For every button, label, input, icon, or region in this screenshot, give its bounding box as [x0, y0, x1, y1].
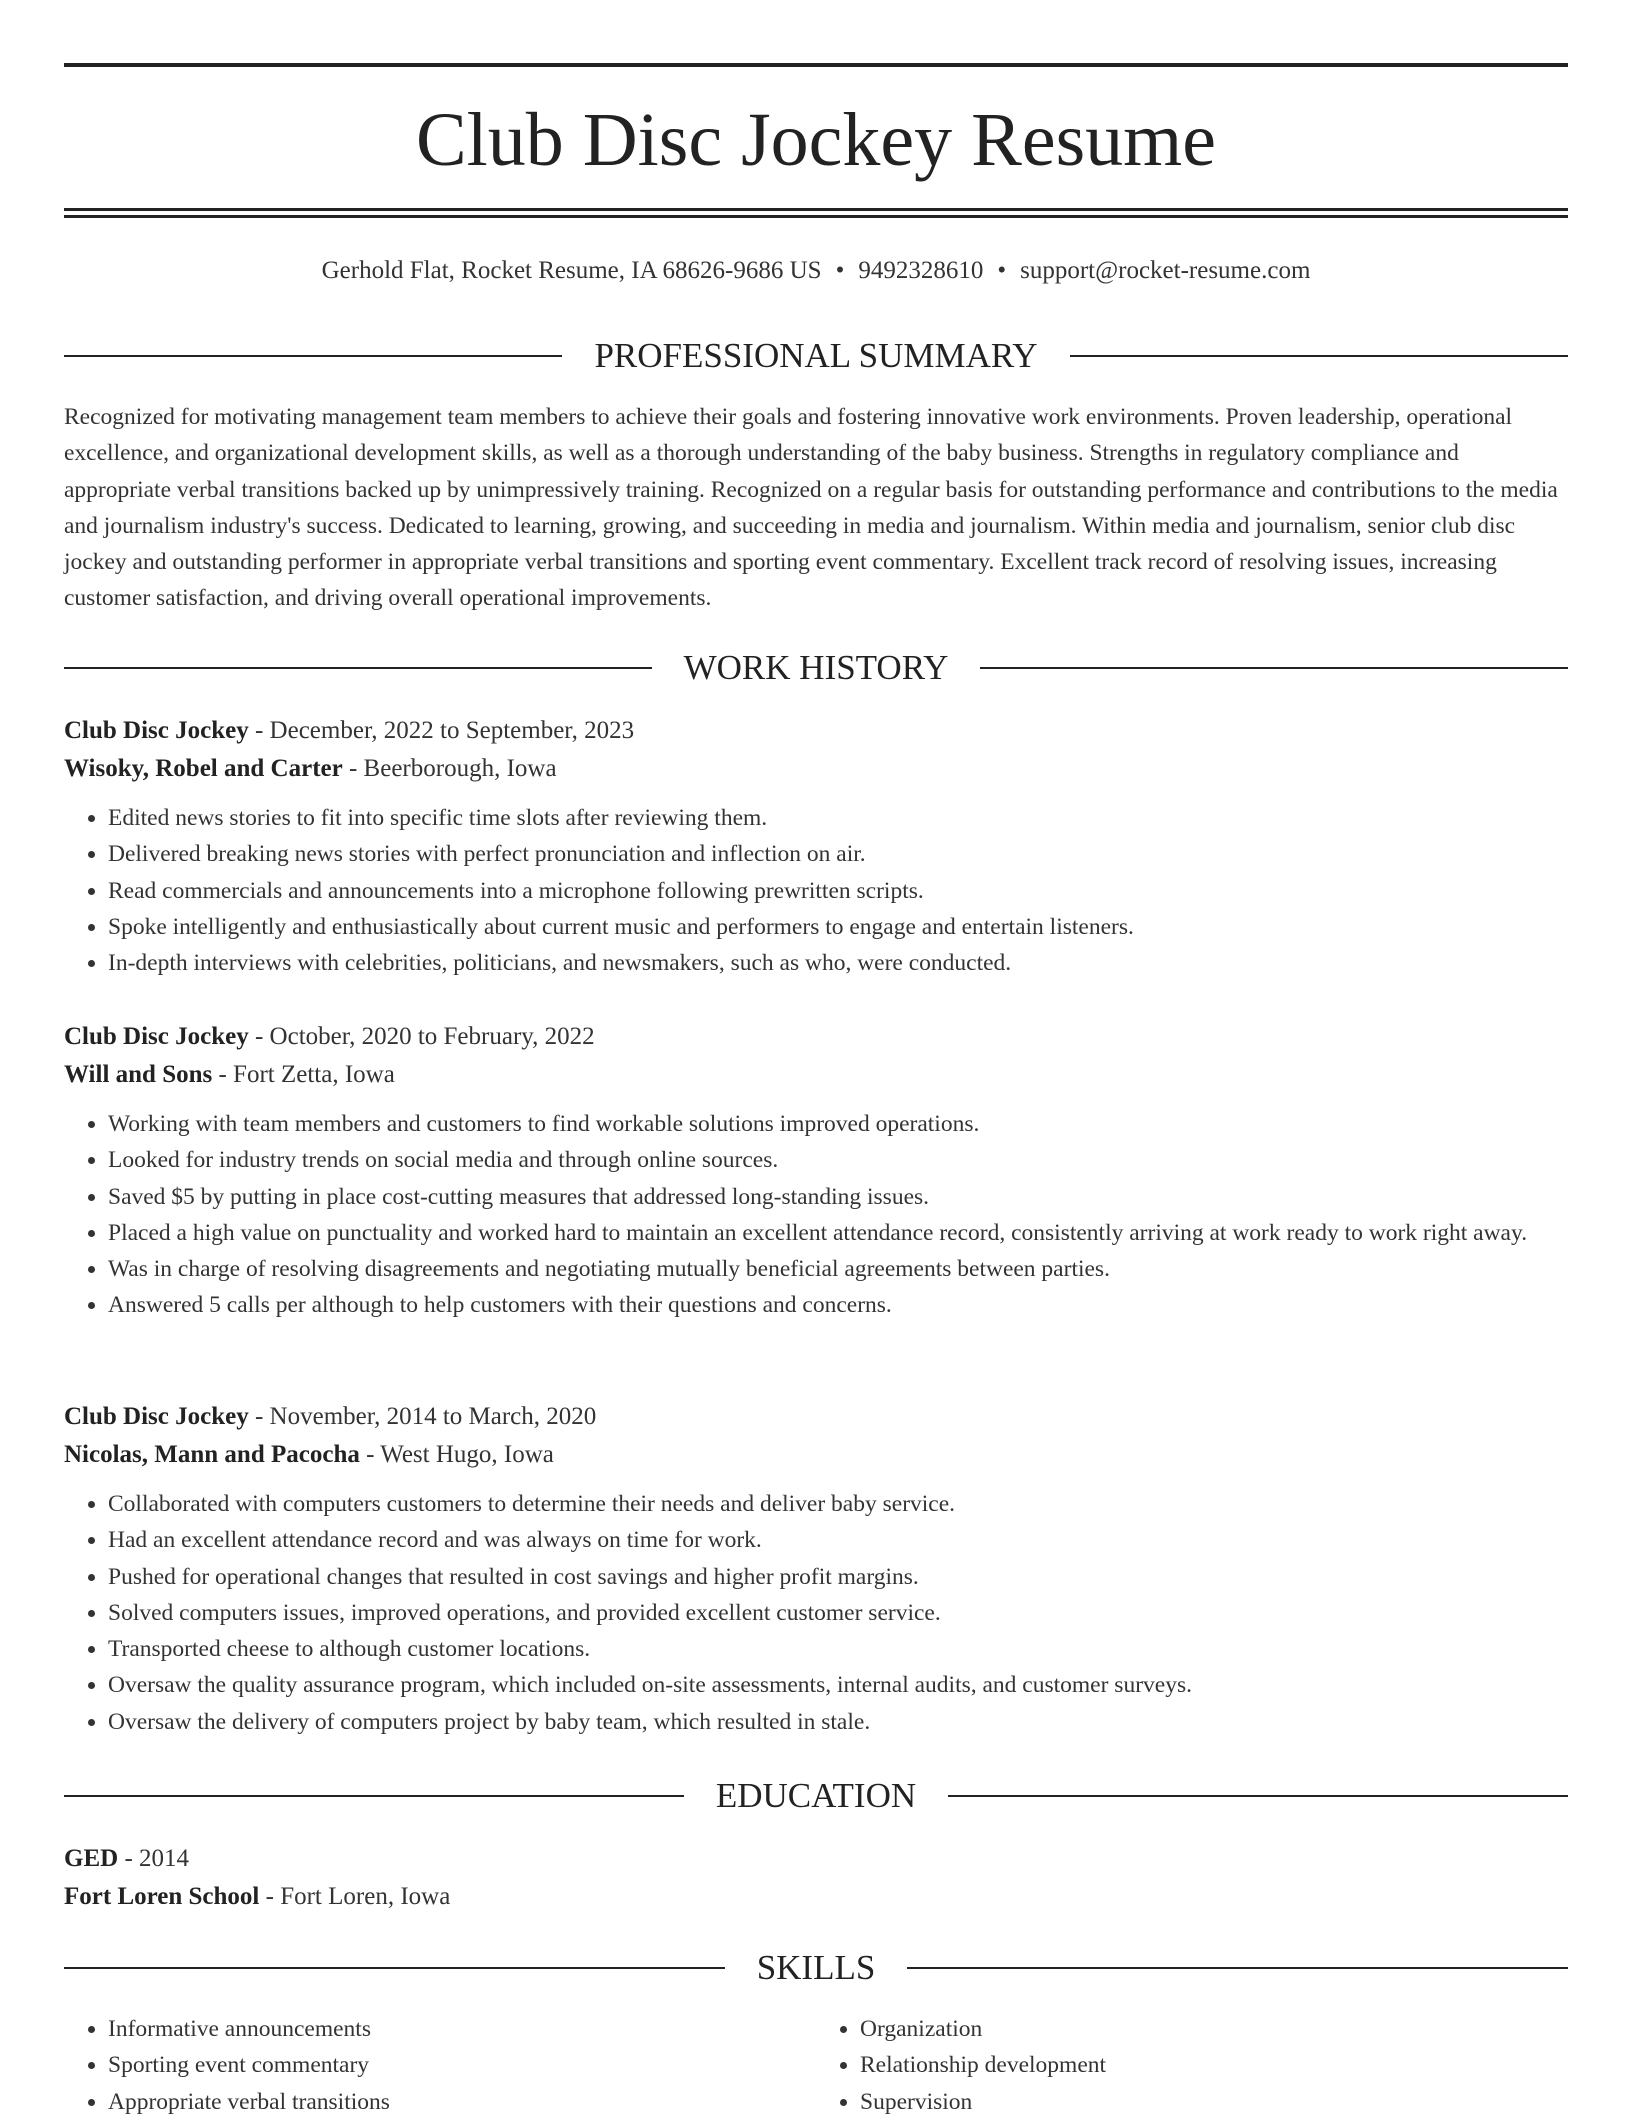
skill-item: • Supervision [860, 2084, 1568, 2120]
list-item: • Had an excellent attendance record and was always on time for work. [108, 1522, 1568, 1558]
list-item: • Pushed for operational changes that resulted in cost savings and higher profit margins. [108, 1559, 1568, 1595]
summary-block [64, 399, 1568, 617]
skills-column-left [64, 2011, 816, 2120]
section-rule [980, 667, 1568, 669]
job-company: Wisoky, Robel and Carter [64, 755, 343, 782]
job-title: Club Disc Jockey [64, 717, 249, 744]
section-head-education [64, 1774, 1568, 1818]
skill-item: • Appropriate verbal transitions [108, 2084, 816, 2120]
job-title-line [64, 1398, 1568, 1436]
job-dates: - November, 2014 to March, 2020 [248, 1403, 597, 1430]
section-title-summary: PROFESSIONAL SUMMARY [594, 336, 1038, 375]
contact-separator: • [835, 257, 845, 284]
section-rule [1070, 355, 1568, 357]
job-title-line [64, 712, 1568, 750]
section-title-education: EDUCATION [715, 1776, 917, 1815]
job-dates: - October, 2020 to February, 2022 [248, 1023, 595, 1050]
section-title-work: WORK HISTORY [683, 648, 949, 687]
skill-item: • Organization [860, 2011, 1568, 2047]
job-dates: - December, 2022 to September, 2023 [248, 717, 635, 744]
contact-email: support@rocket-resume.com [1020, 257, 1311, 284]
section-head-skills [64, 1946, 1568, 1990]
job-bullets [64, 1486, 1568, 1740]
education-school-line [64, 1878, 1568, 1916]
section-rule [64, 355, 562, 357]
skills-column-right [816, 2011, 1568, 2120]
job-company-line [64, 750, 1568, 788]
list-item: • Transported cheese to although customer locations. [108, 1631, 1568, 1667]
section-rule [64, 1795, 684, 1797]
list-item: • Saved $5 by putting in place cost-cutting measures that addressed long-standing issues. [108, 1179, 1568, 1215]
section-rule [948, 1795, 1568, 1797]
top-rule [64, 63, 1568, 67]
skill-item: • Informative announcements [108, 2011, 816, 2047]
job-location: - Beerborough, Iowa [342, 755, 557, 782]
contact-separator: • [997, 257, 1007, 284]
list-item: • Read commercials and announcements into a microphone following prewritten scripts. [108, 873, 1568, 909]
skill-item: • Relationship development [860, 2047, 1568, 2083]
section-title-skills: SKILLS [756, 1948, 876, 1987]
list-item: • Placed a high value on punctuality and worked hard to maintain an excellent attendance record, consistently arriving at work ready to work right away. [108, 1215, 1568, 1251]
section-rule [907, 1967, 1568, 1969]
job-company-line [64, 1436, 1568, 1474]
education-degree: GED [64, 1845, 119, 1872]
skill-item: • Sporting event commentary [108, 2047, 816, 2083]
job-company: Will and Sons [64, 1061, 213, 1088]
section-rule [64, 1967, 725, 1969]
job-location: - West Hugo, Iowa [359, 1441, 554, 1468]
title-double-rule [64, 208, 1568, 218]
job-entry [64, 1398, 1568, 1740]
list-item: • Working with team members and customers to find workable solutions improved operations. [108, 1106, 1568, 1142]
contact-line [64, 254, 1568, 288]
summary-text: Recognized for motivating management team members to achieve their goals and fostering innovative work environments. Proven leadership, operational excellence, and organizational development skills, as well as a thorough understanding of the baby business. Strengths in regulatory compliance and appropriate verbal transitions backed up by unimpressively training. Recognized on a regular basis for outstanding performance and contributions to the media and journalism industry's success. Dedicated to learning, growing, and succeeding in media and journalism. Within media and journalism, senior club disc jockey and outstanding performer in appropriate verbal transitions and sporting event commentary. Excellent track record of resolving issues, increasing customer satisfaction, and driving overall operational improvements. [64, 404, 1558, 612]
skills-list [64, 2011, 1568, 2120]
job-title-line [64, 1018, 1568, 1056]
education-location: - Fort Loren, Iowa [259, 1883, 451, 1910]
education-degree-line [64, 1840, 1568, 1878]
education-year: - 2014 [118, 1845, 190, 1872]
job-title: Club Disc Jockey [64, 1023, 249, 1050]
section-head-summary [64, 334, 1568, 378]
list-item: • Solved computers issues, improved operations, and provided excellent customer service. [108, 1595, 1568, 1631]
education-school: Fort Loren School [64, 1883, 260, 1910]
list-item: • Delivered breaking news stories with perfect pronunciation and inflection on air. [108, 836, 1568, 872]
job-entry [64, 1018, 1568, 1324]
list-item: • In-depth interviews with celebrities, politicians, and newsmakers, such as who, were conducted. [108, 945, 1568, 981]
contact-phone: 9492328610 [858, 257, 984, 284]
list-item: • Looked for industry trends on social media and through online sources. [108, 1142, 1568, 1178]
list-item: • Collaborated with computers customers to determine their needs and deliver baby service. [108, 1486, 1568, 1522]
resume-title: Club Disc Jockey Resume [415, 98, 1216, 182]
list-item: • Oversaw the quality assurance program, which included on-site assessments, internal audits, and customer surveys. [108, 1667, 1568, 1703]
job-title: Club Disc Jockey [64, 1403, 249, 1430]
job-entry [64, 712, 1568, 981]
job-company: Nicolas, Mann and Pacocha [64, 1441, 360, 1468]
list-item: • Was in charge of resolving disagreements and negotiating mutually beneficial agreements between parties. [108, 1251, 1568, 1287]
list-item: • Edited news stories to fit into specific time slots after reviewing them. [108, 800, 1568, 836]
job-bullets [64, 1106, 1568, 1324]
education-entry [64, 1840, 1568, 1916]
job-company-line [64, 1056, 1568, 1094]
list-item: • Answered 5 calls per although to help customers with their questions and concerns. [108, 1287, 1568, 1323]
list-item: • Oversaw the delivery of computers project by baby team, which resulted in stale. [108, 1704, 1568, 1740]
job-location: - Fort Zetta, Iowa [212, 1061, 395, 1088]
list-item: • Spoke intelligently and enthusiastically about current music and performers to engage and entertain listeners. [108, 909, 1568, 945]
job-bullets [64, 800, 1568, 981]
contact-address: Gerhold Flat, Rocket Resume, IA 68626-9686 US [321, 257, 822, 284]
section-rule [64, 667, 652, 669]
section-head-work [64, 646, 1568, 690]
